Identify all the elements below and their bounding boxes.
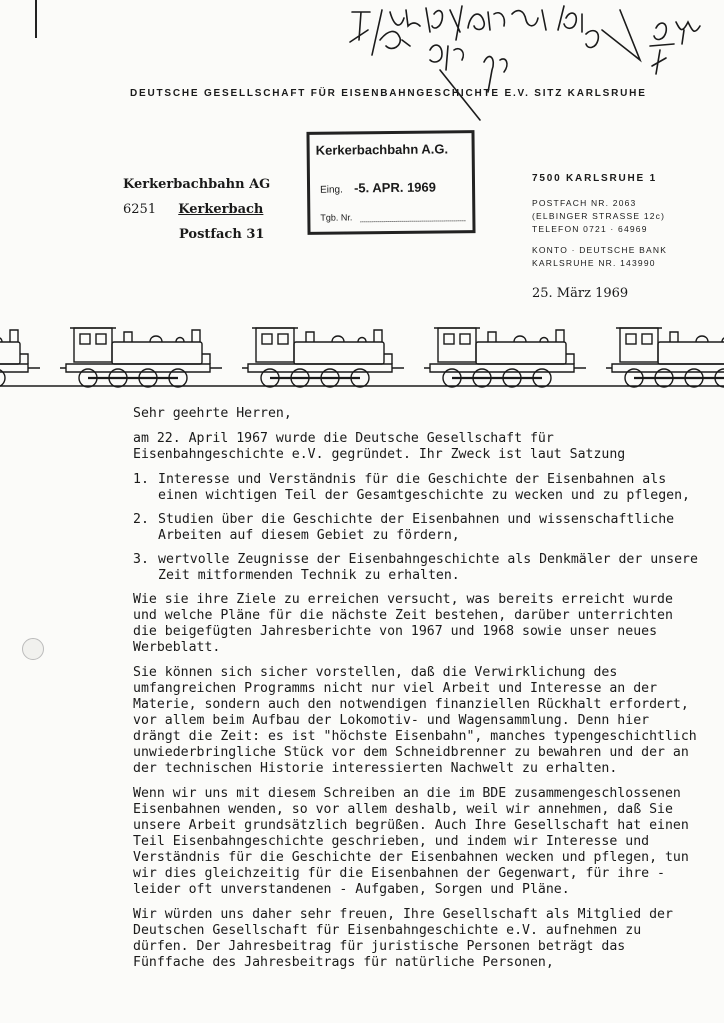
recipient-name: Kerkerbachbahn AG: [123, 177, 271, 192]
recipient-city: Kerkerbach: [178, 202, 264, 217]
stamp-eing-label: Eing.: [320, 184, 343, 196]
intro-paragraph: am 22. April 1967 wurde die Deutsche Gesellschaft für Eisenbahngeschichte e.V. gegründet. Ihr Zweck ist laut Satzung: [133, 431, 626, 462]
stamp-tgb-label: Tgb. Nr.: [320, 212, 353, 223]
recipient-postcode: 6251: [123, 202, 157, 217]
list-item-text: Studien über die Geschichte der Eisenbahnen und wissenschaftliche Arbeiten auf diesem Gebiet zu fördern,: [158, 512, 675, 543]
sender-phone: TELEFON 0721 · 64969: [532, 224, 648, 234]
locomotive-frieze: [0, 318, 724, 390]
paragraph-program: Sie können sich sicher vorstellen, daß die Verwirklichung des umfangreichen Programms nicht nur viel Arbeit und Interesse an der Materie, sondern auch den notwendigen finanziellen Rückhalt erfordert, vor allem beim Aufbau der Lokomotiv- und Wagensammlung. Denn hier drängt die Zeit: es ist "höchste Eisenbahn", manches typengeschichtlich unwiederbringliche Stück vor dem Schneidbrenner zu bewahren und der an der technischen Historie interessierten Nachwelt zu erhalten.: [133, 665, 697, 776]
recipient-pobox: Postfach 31: [179, 227, 265, 242]
stamp-date: -5. APR. 1969: [353, 179, 437, 196]
punch-hole: [22, 638, 44, 660]
stamp-tgb-line: [360, 220, 465, 222]
sender-bank: KONTO · DEUTSCHE BANK: [532, 245, 668, 255]
organization-letterhead: DEUTSCHE GESELLSCHAFT FÜR EISENBAHNGESCHICHTE E.V. SITZ KARLSRUHE: [130, 88, 647, 99]
list-item-text: wertvolle Zeugnisse der Eisenbahngeschichte als Denkmäler der unsere Zeit mitformenden Technik zu erhalten.: [158, 552, 698, 583]
list-item: [133, 472, 703, 504]
list-item-number: 3.: [133, 552, 149, 567]
list-item: [133, 552, 703, 584]
paragraph-bde: Wenn wir uns mit diesem Schreiben an die im BDE zusammengeschlossenen Eisenbahnen wenden, so vor allem deshalb, weil wir annehmen, daß Sie unsere Arbeit grundsätzlich begrüßen. Auch Ihre Gesellschaft hat einen Teil Eisenbahngeschichte geschrieben, und indem wir Interesse und Verständnis für die Geschichte der Eisenbahnen wecken und pflegen, tun wir dies gleichzeitig für die Eisenbahnen der Gegenwart, für ihre - leider oft unverstandenen - Aufgaben, Sorgen und Pläne.: [133, 786, 689, 897]
list-item-text: Interesse und Verständnis für die Geschichte der Eisenbahnen als einen wichtigen Teil der Gesamtgeschichte zu wecken und zu pflegen,: [158, 472, 690, 503]
paragraph-progress: Wie sie ihre Ziele zu erreichen versucht, was bereits erreicht wurde und welche Pläne für die nächste Zeit bestehen, darüber unterrichten die beigefügten Jahresberichte von 1967 und 1968 sowie unser neues Werbeblatt.: [133, 592, 673, 655]
sender-pobox: POSTFACH NR. 2063: [532, 198, 637, 208]
salutation: Sehr geehrte Herren,: [133, 406, 292, 421]
goals-list: [133, 472, 703, 584]
list-item-number: 1.: [133, 472, 149, 487]
letter-body: [133, 406, 703, 980]
list-item-number: 2.: [133, 512, 149, 527]
stamp-title: Kerkerbachbahn A.G.: [315, 141, 449, 158]
letter-date: 25. März 1969: [532, 286, 629, 301]
sender-bank-account: KARLSRUHE NR. 143990: [532, 258, 656, 268]
handwritten-annotation: [330, 0, 720, 130]
list-item: [133, 512, 703, 544]
sender-street: (ELBINGER STRASSE 12c): [532, 211, 666, 221]
sender-city: 7500 KARLSRUHE 1: [532, 173, 657, 184]
paragraph-membership: Wir würden uns daher sehr freuen, Ihre Gesellschaft als Mitglied der Deutschen Gesellschaft für Eisenbahngeschichte e.V. aufnehmen zu dürfen. Der Jahresbeitrag für juristische Personen beträgt das Fünffache des Jahresbeitrags für natürliche Personen,: [133, 907, 673, 970]
received-stamp: [306, 130, 475, 235]
margin-mark: [28, 0, 48, 40]
recipient-address: [123, 172, 270, 247]
sender-address: [532, 172, 667, 270]
